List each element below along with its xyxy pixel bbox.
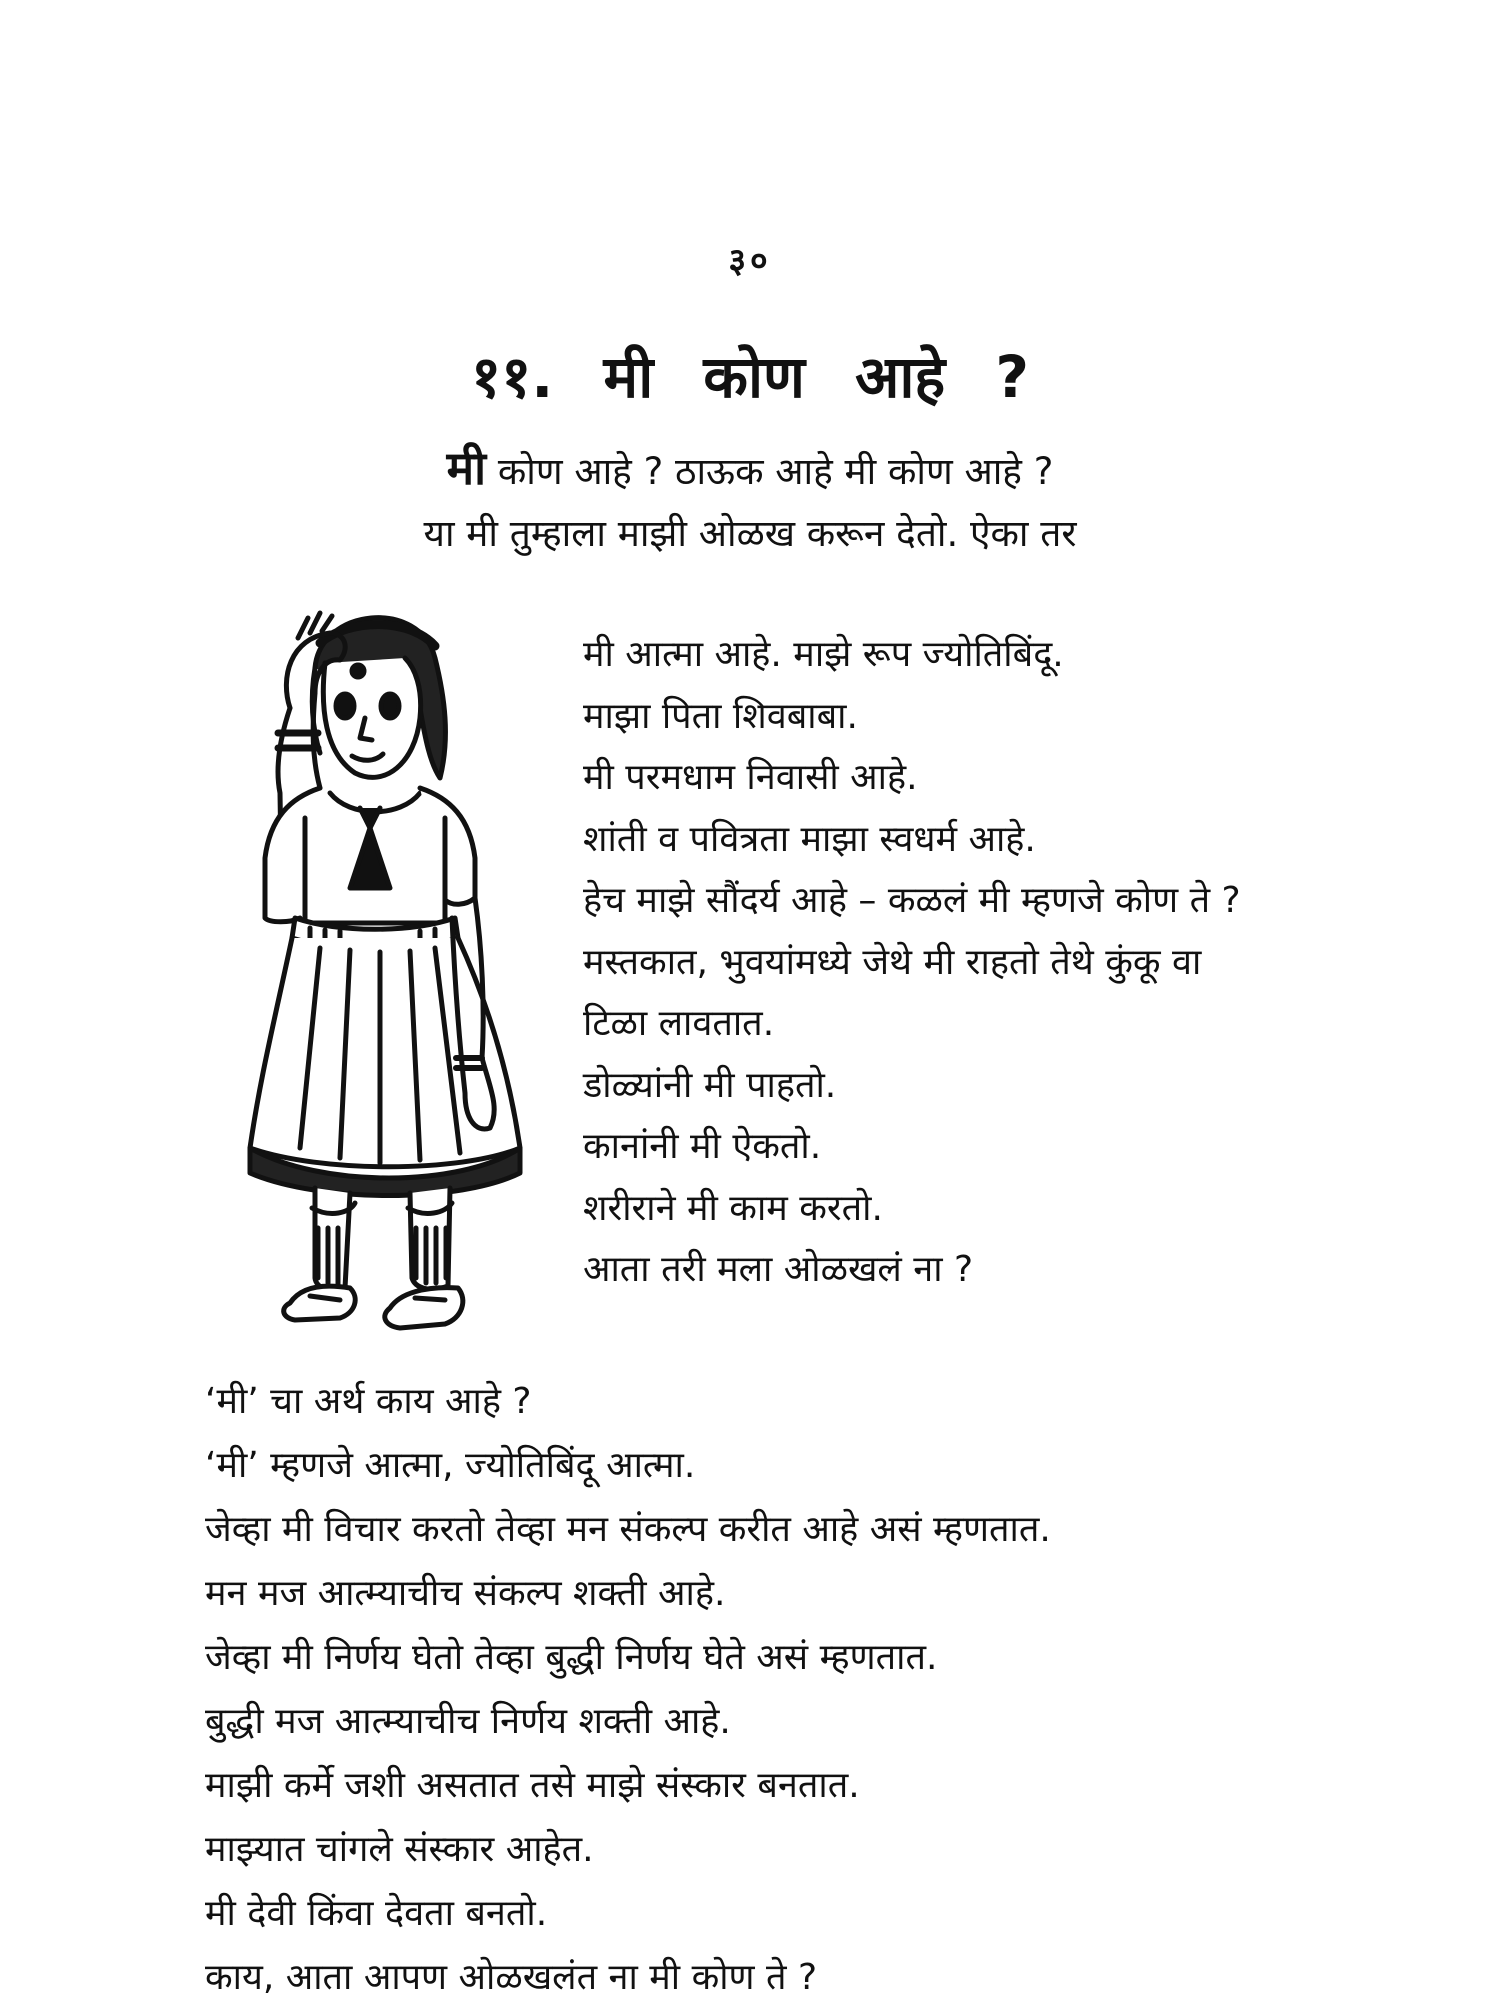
body-line: जेव्हा मी निर्णय घेतो तेव्हा बुद्धी निर्णय घेते असं म्हणतात. [205, 1637, 938, 1678]
poem-line: हेच माझे सौंदर्य आहे – कळलं मी म्हणजे कोण ते ? [583, 880, 1241, 921]
body-line: ‘मी’ चा अर्थ काय आहे ? [205, 1381, 532, 1422]
poem-line: आता तरी मला ओळखलं ना ? [583, 1249, 974, 1290]
poem-line: शांती व पवित्रता माझा स्वधर्म आहे. [583, 818, 1036, 860]
poem-line: मी आत्मा आहे. माझे रूप ज्योतिबिंदू. [583, 634, 1064, 675]
body-line: जेव्हा मी विचार करतो तेव्हा मन संकल्प करीत आहे असं म्हणतात. [205, 1509, 1051, 1550]
poem-line: डोळ्यांनी मी पाहतो. [583, 1064, 837, 1106]
chapter-number: ११. [470, 343, 554, 411]
body-line: माझी कर्मे जशी असतात तसे माझे संस्कार बनतात. [205, 1765, 860, 1806]
poem-line: शरीराने मी काम करतो. [583, 1187, 883, 1229]
poem-line: मस्तकात, भुवयांमध्ये जेथे मी राहतो तेथे कुंकू वा [583, 941, 1202, 983]
body-line: बुद्धी मज आत्म्याचीच निर्णय शक्ती आहे. [205, 1701, 731, 1742]
intro-lead-word: मी [446, 441, 487, 495]
poem-line: मी परमधाम निवासी आहे. [583, 757, 918, 798]
body-line: मन मज आत्म्याचीच संकल्प शक्ती आहे. [205, 1573, 726, 1614]
body-text-block [205, 1370, 1485, 2010]
poem-line: माझा पिता शिवबाबा. [583, 695, 858, 737]
poem-line: टिळा लावतात. [583, 1003, 775, 1044]
page-number: ३० [728, 241, 772, 281]
body-line: ‘मी’ म्हणजे आत्मा, ज्योतिबिंदू आत्मा. [205, 1445, 696, 1486]
intro-paragraph [0, 437, 1500, 565]
poem-block [583, 624, 1493, 1301]
saluting-child-illustration [220, 588, 565, 1358]
body-line: काय, आता आपण ओळखलंत ना मी कोण ते ? [205, 1957, 818, 1998]
chapter-title [0, 335, 1500, 414]
body-line: माझ्यात चांगले संस्कार आहेत. [205, 1829, 594, 1870]
chapter-title-text: मी कोण आहे ? [603, 343, 1030, 411]
body-line: मी देवी किंवा देवता बनतो. [205, 1893, 548, 1934]
intro-line-1 [0, 437, 1500, 503]
intro-line-1-rest: कोण आहे ? ठाऊक आहे मी कोण आहे ? [486, 450, 1054, 493]
poem-line: कानांनी मी ऐकतो. [583, 1126, 822, 1167]
intro-line-2: या मी तुम्हाला माझी ओळख करून देतो. ऐका तर [423, 512, 1077, 555]
